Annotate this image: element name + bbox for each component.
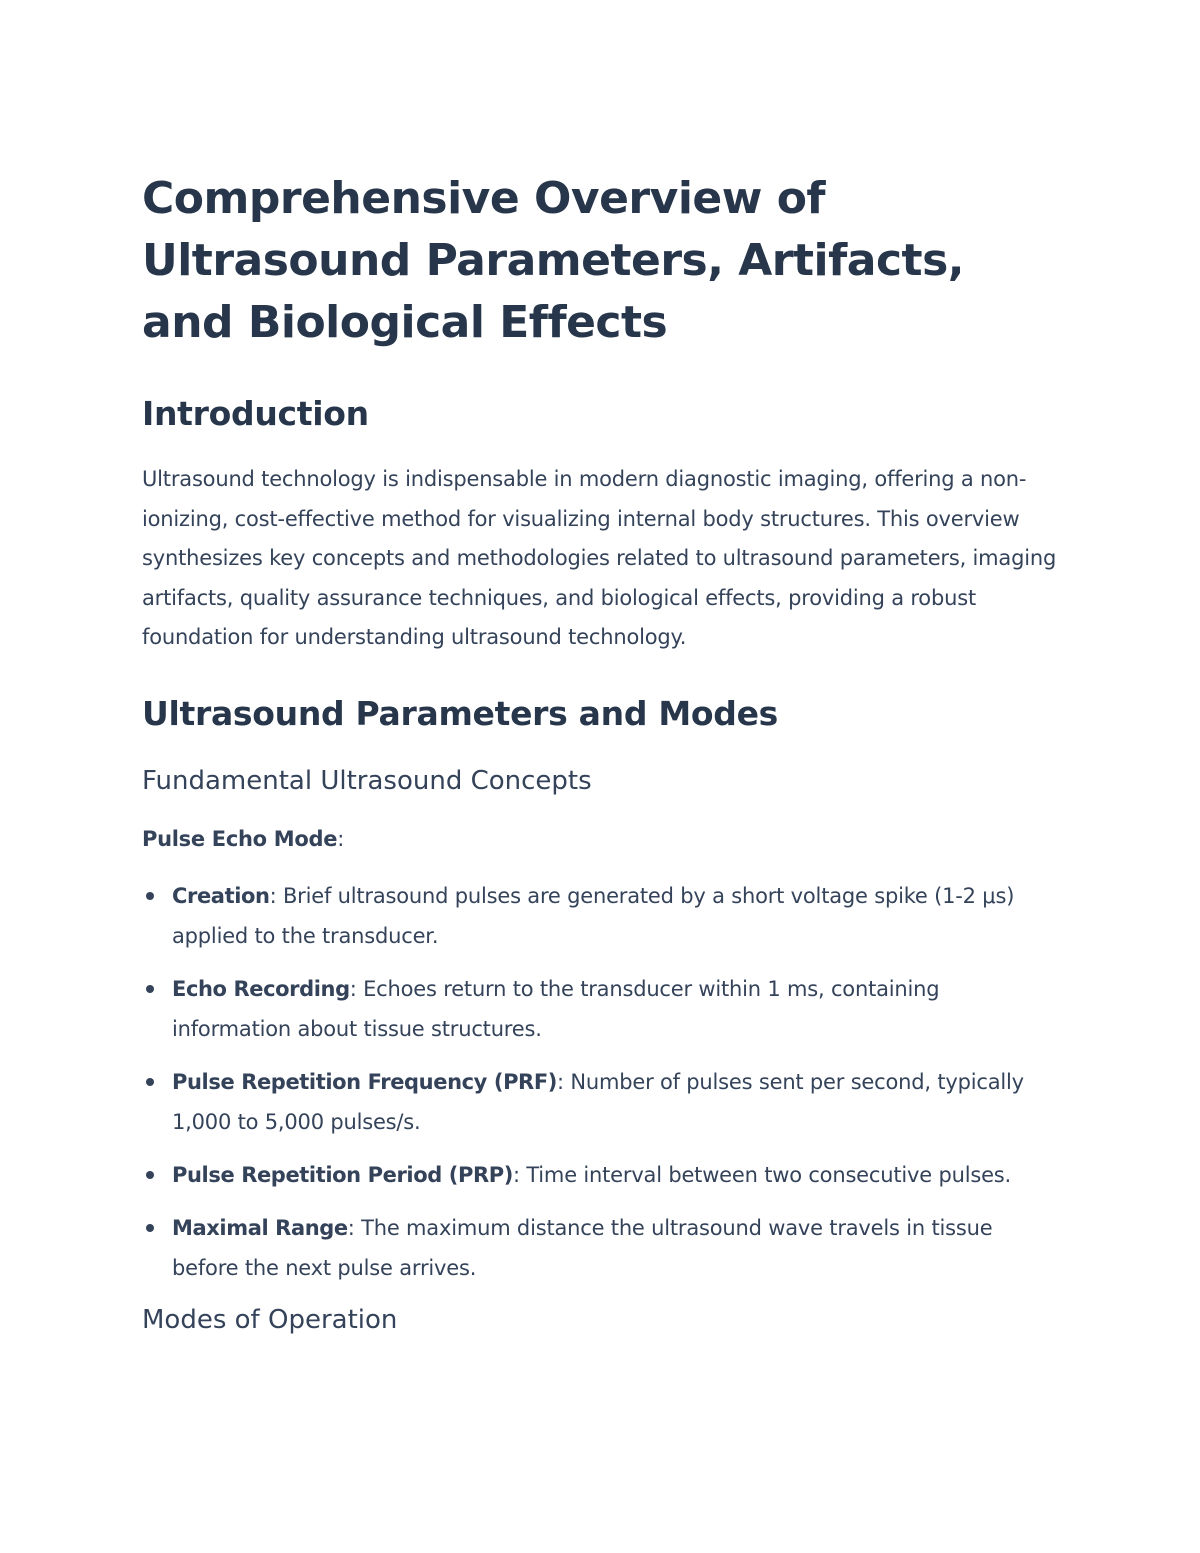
- pulse-echo-list: [142, 876, 1062, 1288]
- parameters-heading: Ultrasound Parameters and Modes: [142, 693, 779, 733]
- document-page: [142, 168, 1062, 1338]
- list-item-term: Pulse Repetition Period (PRP): [172, 1162, 513, 1187]
- list-item-term: Echo Recording: [172, 976, 350, 1001]
- list-item-prp: [142, 1155, 1062, 1195]
- list-item-text: Time interval between two consecutive pulses.: [519, 1162, 1012, 1187]
- introduction-paragraph: Ultrasound technology is indispensable in modern diagnostic imaging, offering a non-ionizing, cost-effective method for visualizing internal body structures. This overview synthesizes key concepts and methodologies related to ultrasound parameters, imaging artifacts, quality assurance techniques, and biological effects, providing a robust foundation for understanding ultrasound technology.: [142, 467, 1057, 649]
- fundamentals-heading: Fundamental Ultrasound Concepts: [142, 765, 592, 796]
- list-item-echo-recording: [142, 969, 1062, 1049]
- list-item-separator: :: [349, 976, 357, 1001]
- list-item-text: Echoes return to the transducer within 1 ms, containing information about tissue structures.: [172, 976, 940, 1041]
- pulse-echo-label: [142, 821, 1062, 857]
- list-item-separator: :: [347, 1215, 355, 1240]
- list-item-term: Creation: [172, 883, 270, 908]
- list-item-separator: :: [269, 883, 277, 908]
- list-item-text: Number of pulses sent per second, typically 1,000 to 5,000 pulses/s.: [172, 1069, 1024, 1134]
- bullet-icon: [146, 985, 154, 993]
- list-item-text: Brief ultrasound pulses are generated by a short voltage spike (1-2 μs) applied to the transducer.: [172, 883, 1015, 948]
- pulse-echo-label-text: Pulse Echo Mode: [142, 826, 338, 851]
- list-item-separator: :: [556, 1069, 564, 1094]
- list-item-maximal-range: [142, 1208, 1062, 1288]
- bullet-icon: [146, 1224, 154, 1232]
- pulse-echo-label-colon: :: [337, 826, 344, 851]
- bullet-icon: [146, 1171, 154, 1179]
- list-item-separator: :: [512, 1162, 520, 1187]
- list-item-term: Pulse Repetition Frequency (PRF): [172, 1069, 557, 1094]
- list-item-text: The maximum distance the ultrasound wave travels in tissue before the next pulse arrives.: [172, 1215, 993, 1280]
- list-item-term: Maximal Range: [172, 1215, 348, 1240]
- list-item-creation: [142, 876, 1062, 956]
- bullet-icon: [146, 1078, 154, 1086]
- bullet-icon: [146, 892, 154, 900]
- modes-heading: Modes of Operation: [142, 1304, 398, 1335]
- document-title: Comprehensive Overview of Ultrasound Parameters, Artifacts, and Biological Effects: [142, 173, 964, 348]
- introduction-heading: Introduction: [142, 394, 369, 433]
- list-item-prf: [142, 1062, 1062, 1142]
